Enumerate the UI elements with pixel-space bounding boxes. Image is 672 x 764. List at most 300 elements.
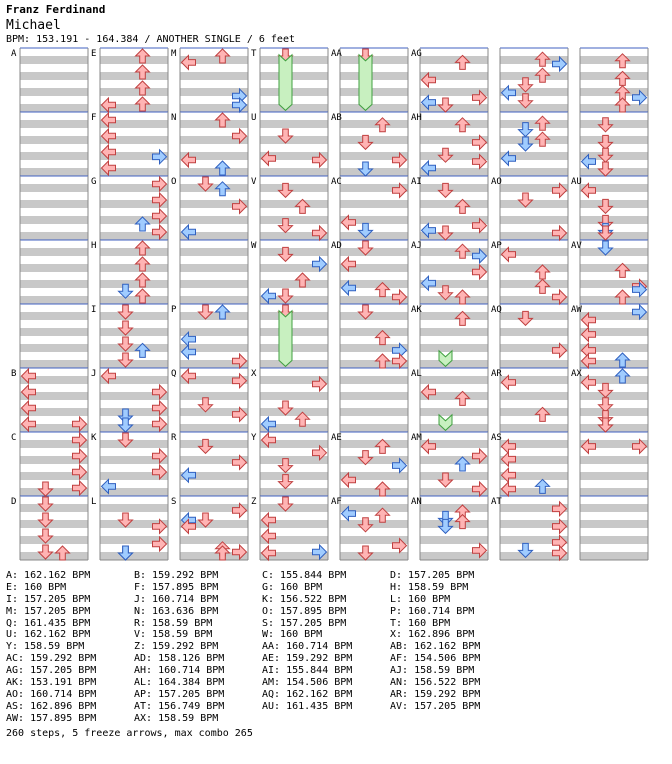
beat-stripe bbox=[180, 424, 248, 432]
bpm-legend-entry: W: 160 BPM bbox=[262, 629, 323, 641]
bpm-legend-entry: L: 160 BPM bbox=[390, 593, 451, 605]
beat-stripe bbox=[500, 280, 568, 288]
measure-box bbox=[500, 304, 568, 368]
measure-box bbox=[580, 48, 648, 112]
section-label: T bbox=[251, 49, 257, 59]
bpm-legend-entry: T: 160 BPM bbox=[390, 617, 451, 629]
bpm-legend-row bbox=[6, 606, 526, 618]
beat-stripe bbox=[100, 264, 168, 272]
artist-name: Franz Ferdinand bbox=[6, 3, 106, 16]
beat-stripe bbox=[580, 488, 648, 496]
bpm-legend-row bbox=[6, 713, 526, 725]
bpm-legend-entry: AQ: 162.162 BPM bbox=[262, 688, 353, 700]
section-label: E bbox=[91, 49, 97, 59]
beat-stripe bbox=[340, 440, 408, 448]
section-label: H bbox=[91, 241, 97, 251]
bpm-legend-entry: U: 162.162 BPM bbox=[6, 629, 91, 641]
bpm-legend-entry: B: 159.292 BPM bbox=[134, 570, 219, 581]
beat-stripe bbox=[340, 488, 408, 496]
bpm-legend-entry: AX: 158.59 BPM bbox=[134, 712, 219, 724]
section-label: G bbox=[91, 177, 97, 187]
beat-stripe bbox=[420, 472, 488, 480]
beat-stripe bbox=[580, 552, 648, 560]
bpm-legend-entry: AL: 164.384 BPM bbox=[134, 677, 225, 689]
section-label: AK bbox=[411, 305, 422, 315]
freeze-arrow-icon bbox=[359, 55, 372, 111]
bpm-legend-entry: C: 155.844 BPM bbox=[262, 570, 347, 581]
section-label: AB bbox=[331, 113, 342, 123]
bpm-legend-entry: AD: 158.126 BPM bbox=[134, 653, 225, 665]
measure-box bbox=[100, 240, 168, 304]
bpm-legend-entry: E: 160 BPM bbox=[6, 581, 67, 593]
measure-box bbox=[340, 112, 408, 176]
beat-stripe bbox=[260, 488, 328, 496]
beat-stripe bbox=[420, 120, 488, 128]
beat-stripe bbox=[340, 328, 408, 336]
beat-stripe bbox=[260, 392, 328, 400]
beat-stripe bbox=[260, 248, 328, 256]
measure-box bbox=[500, 48, 568, 112]
bpm-legend-entry: S: 157.205 BPM bbox=[262, 617, 347, 629]
beat-stripe bbox=[20, 200, 88, 208]
beat-stripe bbox=[580, 168, 648, 176]
beat-stripe bbox=[340, 552, 408, 560]
bpm-legend-entry: Q: 161.435 BPM bbox=[6, 617, 91, 629]
beat-stripe bbox=[500, 136, 568, 144]
bpm-legend-entry: AK: 153.191 BPM bbox=[6, 677, 97, 689]
beat-stripe bbox=[580, 200, 648, 208]
bpm-legend-entry: A: 162.162 BPM bbox=[6, 570, 91, 581]
beat-stripe bbox=[420, 520, 488, 528]
beat-stripe bbox=[420, 408, 488, 416]
section-label: AW bbox=[571, 305, 582, 315]
beat-stripe bbox=[580, 472, 648, 480]
bpm-legend-entry: G: 160 BPM bbox=[262, 581, 323, 593]
section-label: I bbox=[91, 305, 97, 315]
measure-box bbox=[100, 304, 168, 368]
section-label: S bbox=[171, 497, 177, 507]
beat-stripe bbox=[260, 88, 328, 96]
beat-stripe bbox=[500, 120, 568, 128]
beat-stripe bbox=[420, 312, 488, 320]
beat-stripe bbox=[580, 520, 648, 528]
beat-stripe bbox=[100, 440, 168, 448]
bpm-legend-entry: R: 158.59 BPM bbox=[134, 617, 213, 629]
bpm-legend-entry: AT: 156.749 BPM bbox=[134, 700, 225, 712]
measure-box bbox=[580, 432, 648, 496]
bpm-legend-row bbox=[6, 641, 526, 653]
beat-stripe bbox=[260, 72, 328, 80]
beat-stripe bbox=[260, 456, 328, 464]
measure-box bbox=[500, 368, 568, 432]
measure-box bbox=[420, 368, 488, 432]
beat-stripe bbox=[180, 312, 248, 320]
measure-box bbox=[260, 304, 328, 368]
beat-stripe bbox=[580, 232, 648, 240]
section-label: M bbox=[171, 49, 177, 59]
bpm-legend-entry: AC: 159.292 BPM bbox=[6, 653, 97, 665]
beat-stripe bbox=[340, 248, 408, 256]
bpm-legend-entry: M: 157.205 BPM bbox=[6, 605, 91, 617]
beat-stripe bbox=[500, 200, 568, 208]
bpm-legend bbox=[6, 570, 526, 725]
beat-stripe bbox=[580, 264, 648, 272]
beat-stripe bbox=[20, 280, 88, 288]
bpm-legend-row bbox=[6, 653, 526, 665]
measure-box bbox=[20, 112, 88, 176]
beat-stripe bbox=[180, 280, 248, 288]
beat-stripe bbox=[20, 296, 88, 304]
beat-stripe bbox=[180, 296, 248, 304]
section-label: B bbox=[11, 369, 17, 379]
measure-box bbox=[340, 176, 408, 240]
beat-stripe bbox=[180, 328, 248, 336]
bpm-legend-row bbox=[6, 594, 526, 606]
beat-stripe bbox=[580, 392, 648, 400]
beat-stripe bbox=[580, 456, 648, 464]
measure-box bbox=[580, 368, 648, 432]
beat-stripe bbox=[580, 408, 648, 416]
beat-stripe bbox=[260, 200, 328, 208]
beat-stripe bbox=[20, 216, 88, 224]
beat-stripe bbox=[420, 184, 488, 192]
bpm-legend-entry: AA: 160.714 BPM bbox=[262, 641, 353, 653]
section-label: U bbox=[251, 113, 257, 123]
beat-stripe bbox=[500, 392, 568, 400]
beat-stripe bbox=[500, 424, 568, 432]
beat-stripe bbox=[180, 536, 248, 544]
bpm-legend-entry: AB: 162.162 BPM bbox=[390, 641, 481, 653]
section-label: W bbox=[251, 241, 257, 251]
beat-stripe bbox=[580, 216, 648, 224]
beat-stripe bbox=[180, 488, 248, 496]
section-label: X bbox=[251, 369, 257, 379]
beat-stripe bbox=[180, 120, 248, 128]
measure-box bbox=[580, 240, 648, 304]
beat-stripe bbox=[20, 104, 88, 112]
beat-stripe bbox=[180, 392, 248, 400]
beat-stripe bbox=[100, 296, 168, 304]
bpm-legend-entry: Y: 158.59 BPM bbox=[6, 641, 85, 653]
bpm-legend-row bbox=[6, 570, 526, 582]
beat-stripe bbox=[100, 360, 168, 368]
beat-stripe bbox=[260, 328, 328, 336]
bpm-legend-entry: H: 158.59 BPM bbox=[390, 581, 469, 593]
beat-stripe bbox=[20, 232, 88, 240]
beat-stripe bbox=[580, 504, 648, 512]
bpm-legend-entry: AG: 157.205 BPM bbox=[6, 665, 97, 677]
beat-stripe bbox=[20, 168, 88, 176]
measure-box bbox=[20, 240, 88, 304]
song-title: Michael bbox=[6, 18, 61, 33]
freeze-arrow-icon bbox=[279, 311, 292, 367]
beat-stripe bbox=[340, 72, 408, 80]
section-label: AG bbox=[411, 49, 422, 59]
beat-stripe bbox=[340, 520, 408, 528]
section-label: AJ bbox=[411, 241, 422, 251]
beat-stripe bbox=[340, 104, 408, 112]
beat-stripe bbox=[500, 72, 568, 80]
bpm-legend-entry: K: 156.522 BPM bbox=[262, 593, 347, 605]
beat-stripe bbox=[420, 200, 488, 208]
beat-stripe bbox=[180, 264, 248, 272]
section-label: AP bbox=[491, 241, 502, 251]
bpm-legend-row bbox=[6, 665, 526, 677]
section-label: AF bbox=[331, 497, 342, 507]
bpm-legend-entry: AI: 155.844 BPM bbox=[262, 665, 353, 677]
section-label: A bbox=[11, 49, 17, 59]
beat-stripe bbox=[500, 264, 568, 272]
beat-stripe bbox=[500, 360, 568, 368]
section-label: AL bbox=[411, 369, 422, 379]
section-label: V bbox=[251, 177, 257, 187]
beat-stripe bbox=[100, 552, 168, 560]
beat-stripe bbox=[180, 216, 248, 224]
beat-stripe bbox=[340, 408, 408, 416]
beat-stripe bbox=[340, 168, 408, 176]
bpm-legend-row bbox=[6, 701, 526, 713]
beat-stripe bbox=[340, 136, 408, 144]
beat-stripe bbox=[580, 296, 648, 304]
beat-stripe bbox=[180, 440, 248, 448]
beat-stripe bbox=[580, 536, 648, 544]
section-label: AO bbox=[491, 177, 502, 187]
measure-box bbox=[260, 112, 328, 176]
beat-stripe bbox=[100, 504, 168, 512]
beat-stripe bbox=[260, 408, 328, 416]
measure-box bbox=[20, 48, 88, 112]
beat-stripe bbox=[340, 376, 408, 384]
beat-stripe bbox=[420, 536, 488, 544]
bpm-legend-entry: AJ: 158.59 BPM bbox=[390, 665, 475, 677]
measure-box bbox=[580, 176, 648, 240]
beat-stripe bbox=[260, 120, 328, 128]
beat-stripe bbox=[260, 168, 328, 176]
bpm-legend-entry: X: 162.896 BPM bbox=[390, 629, 475, 641]
section-label: Z bbox=[251, 497, 257, 507]
section-label: AT bbox=[491, 497, 502, 507]
section-label: L bbox=[91, 497, 97, 507]
section-label: P bbox=[171, 305, 177, 315]
beat-stripe bbox=[340, 120, 408, 128]
section-label: N bbox=[171, 113, 177, 123]
beat-stripe bbox=[100, 328, 168, 336]
beat-stripe bbox=[260, 504, 328, 512]
beat-stripe bbox=[20, 120, 88, 128]
measure-box bbox=[260, 48, 328, 112]
section-label: Y bbox=[251, 433, 257, 443]
beat-stripe bbox=[20, 88, 88, 96]
beat-stripe bbox=[20, 184, 88, 192]
beat-stripe bbox=[340, 56, 408, 64]
beat-stripe bbox=[500, 168, 568, 176]
section-label: AQ bbox=[491, 305, 502, 315]
bpm-legend-entry: AV: 157.205 BPM bbox=[390, 700, 481, 712]
section-label: K bbox=[91, 433, 97, 443]
section-label: AN bbox=[411, 497, 422, 507]
beat-stripe bbox=[260, 184, 328, 192]
beat-stripe bbox=[580, 136, 648, 144]
beat-stripe bbox=[20, 328, 88, 336]
beat-stripe bbox=[20, 152, 88, 160]
beat-stripe bbox=[500, 408, 568, 416]
beat-stripe bbox=[20, 248, 88, 256]
beat-stripe bbox=[420, 424, 488, 432]
section-label: AH bbox=[411, 113, 422, 123]
section-label: AD bbox=[331, 241, 342, 251]
section-label: AV bbox=[571, 241, 582, 251]
beat-stripe bbox=[260, 136, 328, 144]
measure-box bbox=[340, 48, 408, 112]
beat-stripe bbox=[100, 280, 168, 288]
beat-stripe bbox=[100, 344, 168, 352]
beat-stripe bbox=[20, 264, 88, 272]
beat-stripe bbox=[20, 360, 88, 368]
bpm-legend-entry: AP: 157.205 BPM bbox=[134, 688, 225, 700]
beat-stripe bbox=[180, 248, 248, 256]
bpm-legend-entry: V: 158.59 BPM bbox=[134, 629, 213, 641]
measure-box bbox=[580, 112, 648, 176]
bpm-legend-entry: AW: 157.895 BPM bbox=[6, 712, 97, 724]
measure-box bbox=[340, 496, 408, 560]
beat-stripe bbox=[420, 360, 488, 368]
freeze-arrow-icon bbox=[279, 55, 292, 111]
beat-stripe bbox=[260, 104, 328, 112]
section-label: AE bbox=[331, 433, 342, 443]
beat-stripe bbox=[20, 536, 88, 544]
measure-box bbox=[180, 112, 248, 176]
beat-stripe bbox=[260, 344, 328, 352]
beat-stripe bbox=[580, 248, 648, 256]
section-label: J bbox=[91, 369, 97, 379]
beat-stripe bbox=[340, 88, 408, 96]
beat-stripe bbox=[20, 312, 88, 320]
beat-stripe bbox=[500, 328, 568, 336]
measure-box bbox=[180, 240, 248, 304]
beat-stripe bbox=[340, 232, 408, 240]
bpm-legend-row bbox=[6, 618, 526, 630]
measure-box bbox=[340, 368, 408, 432]
beat-stripe bbox=[20, 552, 88, 560]
bpm-legend-entry: AF: 154.506 BPM bbox=[390, 653, 481, 665]
beat-stripe bbox=[180, 168, 248, 176]
beat-stripe bbox=[260, 56, 328, 64]
bpm-legend-row bbox=[6, 689, 526, 701]
bpm-range-line: BPM: 153.191 - 164.384 / ANOTHER SINGLE / 6 feet bbox=[6, 34, 295, 45]
measure-box bbox=[500, 112, 568, 176]
beat-stripe bbox=[20, 504, 88, 512]
beat-stripe bbox=[580, 424, 648, 432]
bpm-legend-entry: D: 157.205 BPM bbox=[390, 570, 475, 581]
section-label: C bbox=[11, 433, 17, 443]
beat-stripe bbox=[340, 312, 408, 320]
section-label: Q bbox=[171, 369, 177, 379]
beat-stripe bbox=[500, 216, 568, 224]
bpm-legend-entry: AS: 162.896 BPM bbox=[6, 700, 97, 712]
bpm-legend-entry: J: 160.714 BPM bbox=[134, 593, 219, 605]
beat-stripe bbox=[500, 312, 568, 320]
beat-stripe bbox=[180, 72, 248, 80]
beat-stripe bbox=[420, 56, 488, 64]
section-label: AU bbox=[571, 177, 582, 187]
beat-stripe bbox=[580, 104, 648, 112]
beat-stripe bbox=[580, 56, 648, 64]
bpm-legend-entry: I: 157.205 BPM bbox=[6, 593, 91, 605]
beat-stripe bbox=[420, 296, 488, 304]
bpm-legend-entry: N: 163.636 BPM bbox=[134, 605, 219, 617]
bpm-legend-entry: Z: 159.292 BPM bbox=[134, 641, 219, 653]
beat-stripe bbox=[420, 344, 488, 352]
beat-stripe bbox=[580, 72, 648, 80]
beat-stripe bbox=[260, 472, 328, 480]
beat-stripe bbox=[260, 360, 328, 368]
bpm-legend-entry: P: 160.714 BPM bbox=[390, 605, 475, 617]
section-label: AA bbox=[331, 49, 342, 59]
section-label: AI bbox=[411, 177, 422, 187]
section-label: AM bbox=[411, 433, 422, 443]
beat-stripe bbox=[100, 248, 168, 256]
bpm-legend-entry: F: 157.895 BPM bbox=[134, 581, 219, 593]
beat-stripe bbox=[20, 344, 88, 352]
beat-stripe bbox=[340, 200, 408, 208]
bpm-legend-entry: O: 157.895 BPM bbox=[262, 605, 347, 617]
beat-stripe bbox=[420, 376, 488, 384]
measure-box bbox=[580, 496, 648, 560]
beat-stripe bbox=[260, 280, 328, 288]
beat-stripe bbox=[100, 56, 168, 64]
beat-stripe bbox=[420, 504, 488, 512]
beat-stripe bbox=[180, 184, 248, 192]
section-label: AX bbox=[571, 369, 582, 379]
beat-stripe bbox=[260, 312, 328, 320]
beat-stripe bbox=[260, 216, 328, 224]
section-label: AR bbox=[491, 369, 502, 379]
beat-stripe bbox=[100, 88, 168, 96]
bpm-legend-entry: AO: 160.714 BPM bbox=[6, 688, 97, 700]
beat-stripe bbox=[340, 424, 408, 432]
bpm-legend-entry: AU: 161.435 BPM bbox=[262, 700, 353, 712]
beat-stripe bbox=[20, 56, 88, 64]
beat-stripe bbox=[580, 120, 648, 128]
bpm-legend-entry: AM: 154.506 BPM bbox=[262, 677, 353, 689]
beat-stripe bbox=[500, 104, 568, 112]
section-label: D bbox=[11, 497, 17, 507]
beat-stripe bbox=[420, 328, 488, 336]
section-label: F bbox=[91, 113, 97, 123]
section-label: AC bbox=[331, 177, 342, 187]
beat-stripe bbox=[340, 392, 408, 400]
measure-box bbox=[20, 304, 88, 368]
beat-stripe bbox=[20, 520, 88, 528]
beat-stripe bbox=[100, 312, 168, 320]
measure-box bbox=[20, 496, 88, 560]
beat-stripe bbox=[100, 72, 168, 80]
bpm-legend-entry: AR: 159.292 BPM bbox=[390, 688, 481, 700]
bpm-legend-entry: AH: 160.714 BPM bbox=[134, 665, 225, 677]
beat-stripe bbox=[20, 136, 88, 144]
section-label: O bbox=[171, 177, 177, 187]
measure-box bbox=[20, 176, 88, 240]
measure-box bbox=[420, 304, 488, 368]
section-label: AS bbox=[491, 433, 502, 443]
bpm-legend-entry: AE: 159.292 BPM bbox=[262, 653, 353, 665]
bpm-legend-row bbox=[6, 582, 526, 594]
bpm-legend-entry: AN: 156.522 BPM bbox=[390, 677, 481, 689]
step-summary: 260 steps, 5 freeze arrows, max combo 265 bbox=[6, 728, 253, 739]
bpm-legend-row bbox=[6, 677, 526, 689]
beat-stripe bbox=[20, 72, 88, 80]
section-label: R bbox=[171, 433, 177, 443]
